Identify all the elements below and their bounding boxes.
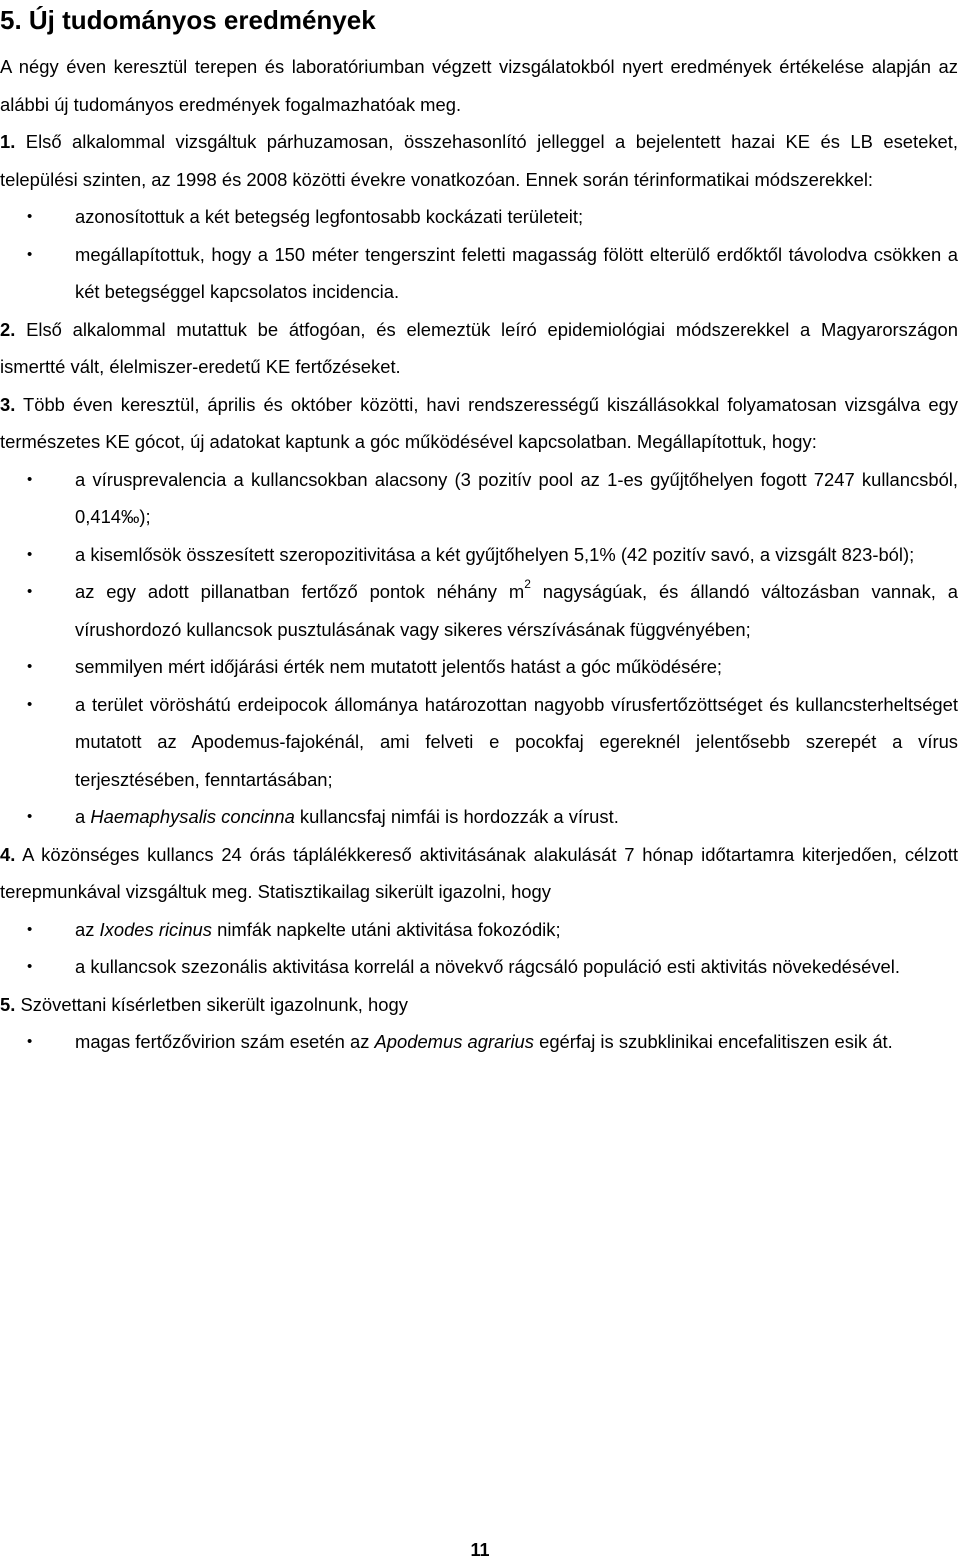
- list-item-text: semmilyen mért időjárási érték nem mutatott jelentős hatást a góc működésére;: [75, 656, 723, 677]
- bullet-icon: •: [27, 695, 33, 713]
- bullet-icon: •: [27, 470, 33, 488]
- list-item-text: a kullancsok szezonális aktivitása korrelál a növekvő rágcsáló populáció esti aktivitás növekedésével.: [75, 956, 900, 977]
- bullet-icon: •: [27, 208, 33, 225]
- document-body: [0, 48, 958, 1061]
- list-item-text: az: [75, 918, 100, 940]
- bullet-icon: •: [27, 808, 33, 825]
- list-item-text: magas fertőzővirion szám esetén az: [75, 1031, 375, 1052]
- list-item: [0, 461, 958, 536]
- list-item-text: a kisemlősök összesített szeropozitivitása a két gyűjtőhelyen 5,1% (42 pozitív savó, a vizsgált 823-ból);: [75, 543, 915, 565]
- superscript: 2: [524, 576, 531, 591]
- result-4-number: 4.: [0, 843, 16, 865]
- bullet-icon: •: [27, 583, 33, 600]
- list-item-text: megállapítottuk, hogy a 150 méter tengerszint feletti magasság fölött elterülő erdőktől távolodva csökken a két betegséggel kapcsolatos incidencia.: [75, 243, 958, 302]
- result-3-paragraph: [0, 386, 958, 461]
- list-item: [0, 198, 958, 236]
- result-2-number: 2.: [0, 318, 16, 340]
- list-item: [0, 648, 958, 686]
- result-1-text: Első alkalommal vizsgáltuk párhuzamosan, összehasonlító jelleggel a bejelentett hazai KE és LB eseteket, települési szinten, az 1998 és 2008 közötti évekre vonatkozóan. Ennek során térinformatikai módszerekkel:: [0, 131, 958, 190]
- species-name: Apodemus agrarius: [374, 1031, 534, 1052]
- list-item: [0, 948, 958, 986]
- result-2-text: Első alkalommal mutattuk be átfogóan, és elemeztük leíró epidemiológiai módszerekkel a Magyarországon ismertté vált, élelmiszer-eredetű KE fertőzéseket.: [0, 318, 958, 377]
- result-3-number: 3.: [0, 393, 16, 415]
- result-2-paragraph: [0, 311, 958, 386]
- list-item-text: kullancsfaj nimfái is hordozzák a vírust.: [294, 806, 619, 827]
- list-item-text: a terület vöröshátú erdeipocok állománya határozottan nagyobb vírusfertőzöttséget és kullancsterheltséget mutatott az Apodemus-fajokénál, ami felveti e pocokfaj egereknél jelentősebb szerepét a vírus terjesztésében, fenntartásában;: [75, 693, 958, 790]
- list-item: [0, 911, 958, 949]
- result-3-text: Több éven keresztül, április és október közötti, havi rendszerességű kiszállásokkal folyamatosan vizsgálva egy természetes KE gócot, új adatokat kaptunk a góc működésével kapcsolatban. Megállapítottuk, hogy:: [0, 393, 958, 452]
- list-item: [0, 573, 958, 648]
- result-1-number: 1.: [0, 131, 16, 152]
- list-item: [0, 686, 958, 799]
- intro-paragraph: A négy éven keresztül terepen és laboratóriumban végzett vizsgálatokból nyert eredmények értékelése alapján az alábbi új tudományos eredmények fogalmazhatóak meg.: [0, 56, 958, 115]
- species-name: Ixodes ricinus: [99, 918, 212, 940]
- list-item: [0, 536, 958, 574]
- bullet-icon: •: [27, 658, 33, 675]
- bullet-icon: •: [27, 1033, 33, 1050]
- page-number: 11: [470, 1540, 490, 1560]
- result-1-paragraph: [0, 123, 958, 198]
- list-item-text: azonosítottuk a két betegség legfontosabb kockázati területeit;: [75, 206, 584, 227]
- list-item-text: a: [75, 806, 91, 827]
- bullet-icon: •: [27, 958, 33, 975]
- result-1-list: [0, 198, 958, 311]
- result-5-text: Szövettani kísérletben sikerült igazolnunk, hogy: [15, 993, 408, 1015]
- list-item: [0, 1023, 958, 1061]
- section-heading: 5. Új tudományos eredmények: [0, 5, 376, 35]
- list-item-text: nagyságúak, és állandó változásban vannak, a vírushordozó kullancsok pusztulásának vagy sikeres vérszívásának függvényében;: [75, 581, 958, 640]
- result-4-text: A közönséges kullancs 24 órás táplálékkereső aktivitásának alakulását 7 hónap időtartamra kiterjedően, célzott terepmunkával vizsgáltuk meg. Statisztikailag sikerült igazolni, hogy: [0, 843, 958, 902]
- list-item-text: nimfák napkelte utáni aktivitása fokozódik;: [211, 918, 561, 940]
- bullet-icon: •: [27, 920, 33, 938]
- result-4-paragraph: [0, 836, 958, 911]
- list-item: [0, 236, 958, 311]
- species-name: Haemaphysalis concinna: [90, 806, 295, 827]
- bullet-icon: •: [27, 245, 33, 263]
- list-item: [0, 798, 958, 836]
- result-3-list: [0, 461, 958, 836]
- result-5-list: [0, 1023, 958, 1061]
- result-5-number: 5.: [0, 993, 16, 1015]
- list-item-text: egérfaj is szubklinikai encefalitiszen esik át.: [533, 1031, 893, 1052]
- list-item-text: a vírusprevalencia a kullancsokban alacsony (3 pozitív pool az 1-es gyűjtőhelyen fogott 7247 kullancsból, 0,414‰);: [75, 468, 958, 527]
- list-item-text: az egy adott pillanatban fertőző pontok néhány m: [75, 581, 525, 602]
- bullet-icon: •: [27, 545, 33, 563]
- result-5-paragraph: [0, 986, 958, 1024]
- result-4-list: [0, 911, 958, 986]
